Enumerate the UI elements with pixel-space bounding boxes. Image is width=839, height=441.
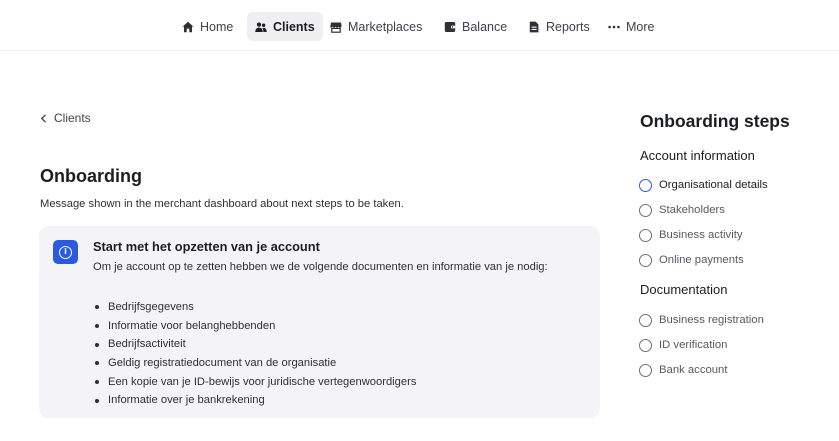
nav-item-label: More xyxy=(626,19,655,34)
step-label: Stakeholders xyxy=(659,204,725,216)
nav-item-reports[interactable] xyxy=(520,12,598,41)
home-icon xyxy=(182,21,194,33)
step-business-activity[interactable] xyxy=(639,226,743,244)
card-body-text: Om je account op te zetten hebben we de volgende documenten en informatie van je nodig: xyxy=(93,261,548,273)
list-item-text: Informatie over je bankrekening xyxy=(108,394,265,407)
nav-item-home[interactable] xyxy=(174,12,241,41)
document-icon xyxy=(528,21,540,33)
onboarding-steps-title: Onboarding steps xyxy=(640,111,790,131)
clients-icon xyxy=(255,21,267,33)
list-item xyxy=(95,317,416,336)
step-stakeholders[interactable] xyxy=(639,201,725,219)
list-item xyxy=(95,373,416,392)
step-id-verification[interactable] xyxy=(639,336,727,354)
nav-item-label: Balance xyxy=(462,19,508,34)
step-label: Online payments xyxy=(659,254,744,266)
step-status-circle-icon xyxy=(639,314,652,327)
step-label: Bank account xyxy=(659,364,728,376)
nav-item-more[interactable] xyxy=(600,12,662,41)
nav-item-label: Marketplaces xyxy=(348,19,423,34)
step-label: Business registration xyxy=(659,314,764,326)
required-documents-list xyxy=(95,298,416,410)
section-label-account-information: Account information xyxy=(640,148,755,163)
section-label-documentation: Documentation xyxy=(640,282,728,297)
step-status-circle-icon xyxy=(639,179,652,192)
info-icon: i xyxy=(53,240,78,264)
bullet-icon xyxy=(95,343,99,347)
list-item-text: Een kopie van je ID-bewijs voor juridische vertegenwoordigers xyxy=(108,375,417,388)
step-label: Business activity xyxy=(659,229,743,241)
marketplace-icon xyxy=(330,21,342,33)
step-status-circle-icon xyxy=(639,339,652,352)
page-subtitle: Message shown in the merchant dashboard about next steps to be taken. xyxy=(40,198,404,210)
wallet-icon xyxy=(444,21,456,33)
list-item-text: Geldig registratiedocument van de organisatie xyxy=(108,357,337,370)
onboarding-message-card xyxy=(39,226,600,418)
back-link-label: Clients xyxy=(54,111,91,125)
step-status-circle-icon xyxy=(639,204,652,217)
nav-item-clients[interactable] xyxy=(247,12,323,41)
back-to-clients-link[interactable] xyxy=(40,111,91,125)
step-status-circle-icon xyxy=(639,254,652,267)
more-dots-icon xyxy=(608,21,620,33)
list-item xyxy=(95,354,416,373)
nav-item-balance[interactable] xyxy=(436,12,515,41)
card-title: Start met het opzetten van je account xyxy=(93,239,320,254)
nav-item-label: Reports xyxy=(546,19,590,34)
page-title: Onboarding xyxy=(40,166,142,186)
bullet-icon xyxy=(95,361,99,365)
list-item-text: Bedrijfsgegevens xyxy=(108,301,194,313)
list-item-text: Informatie voor belanghebbenden xyxy=(108,319,276,332)
step-online-payments[interactable] xyxy=(639,251,744,269)
nav-item-label: Clients xyxy=(273,19,315,34)
step-business-registration[interactable] xyxy=(639,311,764,329)
chevron-left-icon xyxy=(40,114,47,123)
nav-item-marketplaces[interactable] xyxy=(322,12,430,41)
bullet-icon xyxy=(95,399,99,403)
step-label: ID verification xyxy=(659,339,728,351)
nav-item-label: Home xyxy=(200,19,234,34)
step-organisational-details[interactable] xyxy=(639,176,768,194)
bullet-icon xyxy=(95,324,99,328)
step-status-circle-icon xyxy=(639,229,652,242)
list-item xyxy=(95,391,416,410)
top-navigation xyxy=(0,0,839,51)
step-status-circle-icon xyxy=(639,364,652,377)
step-label: Organisational details xyxy=(659,179,768,191)
list-item-text: Bedrijfsactiviteit xyxy=(108,338,186,351)
list-item xyxy=(95,335,416,354)
list-item xyxy=(95,298,416,317)
bullet-icon xyxy=(95,305,99,309)
bullet-icon xyxy=(95,380,99,384)
step-bank-account[interactable] xyxy=(639,361,727,379)
